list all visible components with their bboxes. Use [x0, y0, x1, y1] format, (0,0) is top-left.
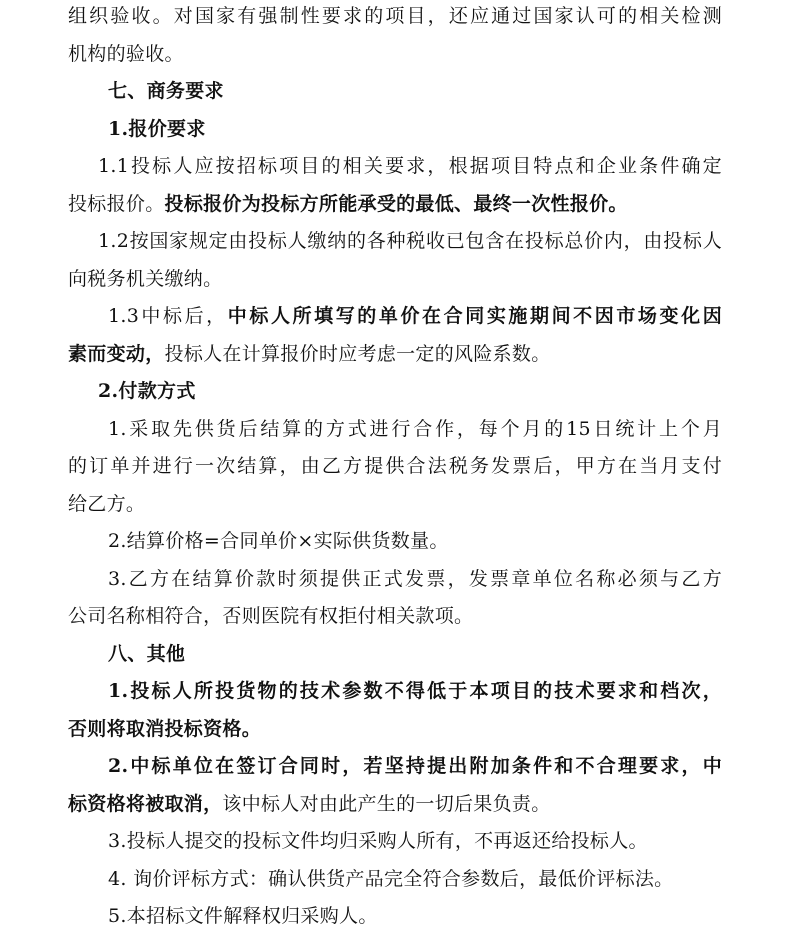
other-1-line-2: 否则将取消投标资格。 [68, 718, 262, 740]
payment-3-line-1: 3.乙方在结算价款时须提供正式发票，发票章单位名称必须与乙方 [108, 568, 722, 590]
clause-1-1-text: 投标报价。 [68, 193, 165, 215]
payment-3-line-2: 公司名称相符合，否则医院有权拒付相关款项。 [68, 605, 474, 627]
clause-1-3-line-1 [108, 303, 722, 329]
other-5: 5.本招标文件解释权归采购人。 [108, 905, 378, 927]
intro-line-1: 组织验收。对国家有强制性要求的项目，还应通过国家认可的相关检测 [68, 5, 722, 27]
section-8-heading: 八、其他 [108, 643, 186, 665]
payment-1-line-2: 的订单并进行一次结算，由乙方提供合法税务发票后，甲方在当月支付 [68, 455, 722, 477]
intro-line-2: 机构的验收。 [68, 43, 184, 65]
other-3: 3.投标人提交的投标文件均归采购人所有，不再返还给投标人。 [108, 830, 648, 852]
other-2-text: 该中标人对由此产生的一切后果负责。 [222, 793, 551, 815]
other-2-line-1: 2.中标单位在签订合同时，若坚持提出附加条件和不合理要求，中 [108, 755, 722, 777]
payment-1-line-3: 给乙方。 [68, 493, 146, 515]
clause-1-2-line-2: 向税务机关缴纳。 [68, 268, 223, 290]
clause-1-3-emphasis-2: 素而变动， [68, 343, 165, 365]
payment-2: 2.结算价格=合同单价×实际供货数量。 [108, 530, 449, 552]
other-4: 4. 询价评标方式：确认供货产品完全符合参数后，最低价评标法。 [108, 868, 674, 890]
clause-1-3-emphasis: 中标人所填写的单价在合同实施期间不因市场变化因 [227, 305, 722, 327]
other-2-emphasis: 标资格将被取消， [68, 793, 223, 815]
other-1-line-1: 1.投标人所投货物的技术参数不得低于本项目的技术要求和档次， [108, 680, 722, 702]
quotation-requirements-heading: 1.报价要求 [108, 118, 206, 140]
clause-1-3-line-2 [68, 341, 551, 367]
section-7-heading: 七、商务要求 [108, 80, 224, 102]
other-2-line-2 [68, 791, 551, 817]
clause-1-3-text: 1.3中标后， [108, 305, 228, 327]
clause-1-3-text-2: 投标人在计算报价时应考虑一定的风险系数。 [164, 343, 551, 365]
payment-1-line-1: 1.采取先供货后结算的方式进行合作，每个月的15日统计上个月 [108, 418, 722, 440]
clause-1-2-line-1: 1.2按国家规定由投标人缴纳的各种税收已包含在投标总价内，由投标人 [98, 230, 722, 252]
clause-1-1-line-1: 1.1投标人应按招标项目的相关要求，根据项目特点和企业条件确定 [98, 155, 722, 177]
payment-method-heading: 2.付款方式 [98, 380, 196, 402]
clause-1-1-emphasis: 投标报价为投标方所能承受的最低、最终一次性报价。 [164, 193, 628, 215]
clause-1-1-line-2 [68, 191, 628, 217]
